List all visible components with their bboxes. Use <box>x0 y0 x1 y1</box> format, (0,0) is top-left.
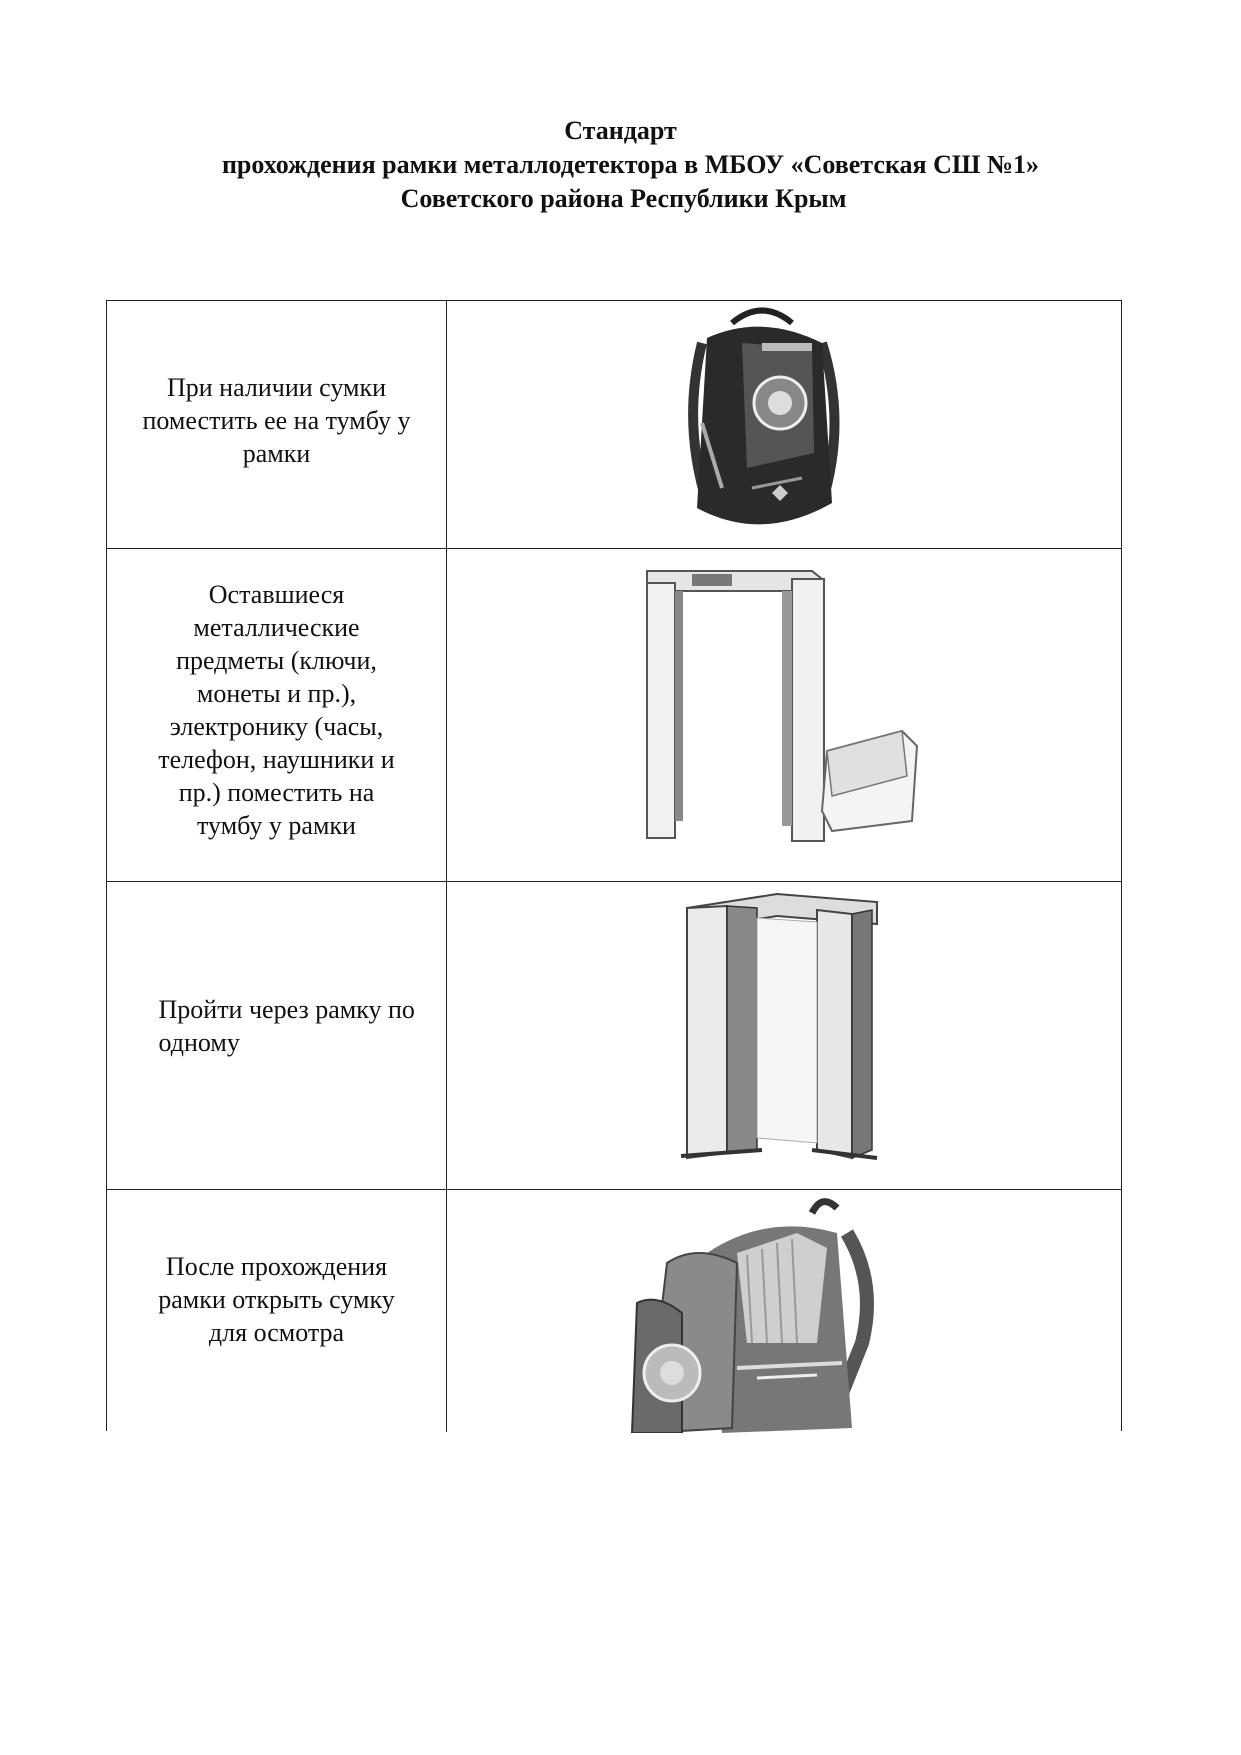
table-row <box>107 881 1121 1189</box>
table-row <box>107 301 1121 548</box>
step-1-text: При наличии сумки поместить ее на тумбу у рамки <box>142 373 411 468</box>
steps-table <box>106 300 1122 1431</box>
step-2-text: Оставшиеся металлические предметы (ключи, монеты и пр.), электронику (часы, телефон, наушники и пр.) поместить на тумбу у рамки <box>158 580 395 840</box>
document-subtitle-line1: прохождения рамки металлодетектора в МБОУ «Советская СШ №1» <box>221 150 1040 179</box>
step-image-cell <box>447 549 1121 881</box>
step-image-cell <box>447 882 1121 1189</box>
step-3-text: Пройти через рамку по одному <box>158 994 415 1057</box>
step-text-cell <box>107 882 447 1189</box>
table-row <box>107 1189 1121 1432</box>
metal-detector-with-stand-icon <box>642 561 922 861</box>
step-text-cell <box>107 549 447 881</box>
step-image-cell <box>447 301 1121 548</box>
table-row <box>107 548 1121 881</box>
step-text-cell <box>107 301 447 548</box>
document-header <box>0 114 1241 216</box>
step-image-cell <box>447 1190 1121 1432</box>
document-title: Стандарт <box>564 116 677 145</box>
step-text-cell <box>107 1190 447 1432</box>
backpack-icon <box>662 303 862 543</box>
document-subtitle-line2: Советского района Республики Крым <box>400 184 847 213</box>
open-backpack-icon <box>627 1193 897 1433</box>
step-4-text: После прохождения рамки открыть сумку для осмотра <box>158 1252 395 1347</box>
walk-through-metal-detector-icon <box>667 888 897 1178</box>
